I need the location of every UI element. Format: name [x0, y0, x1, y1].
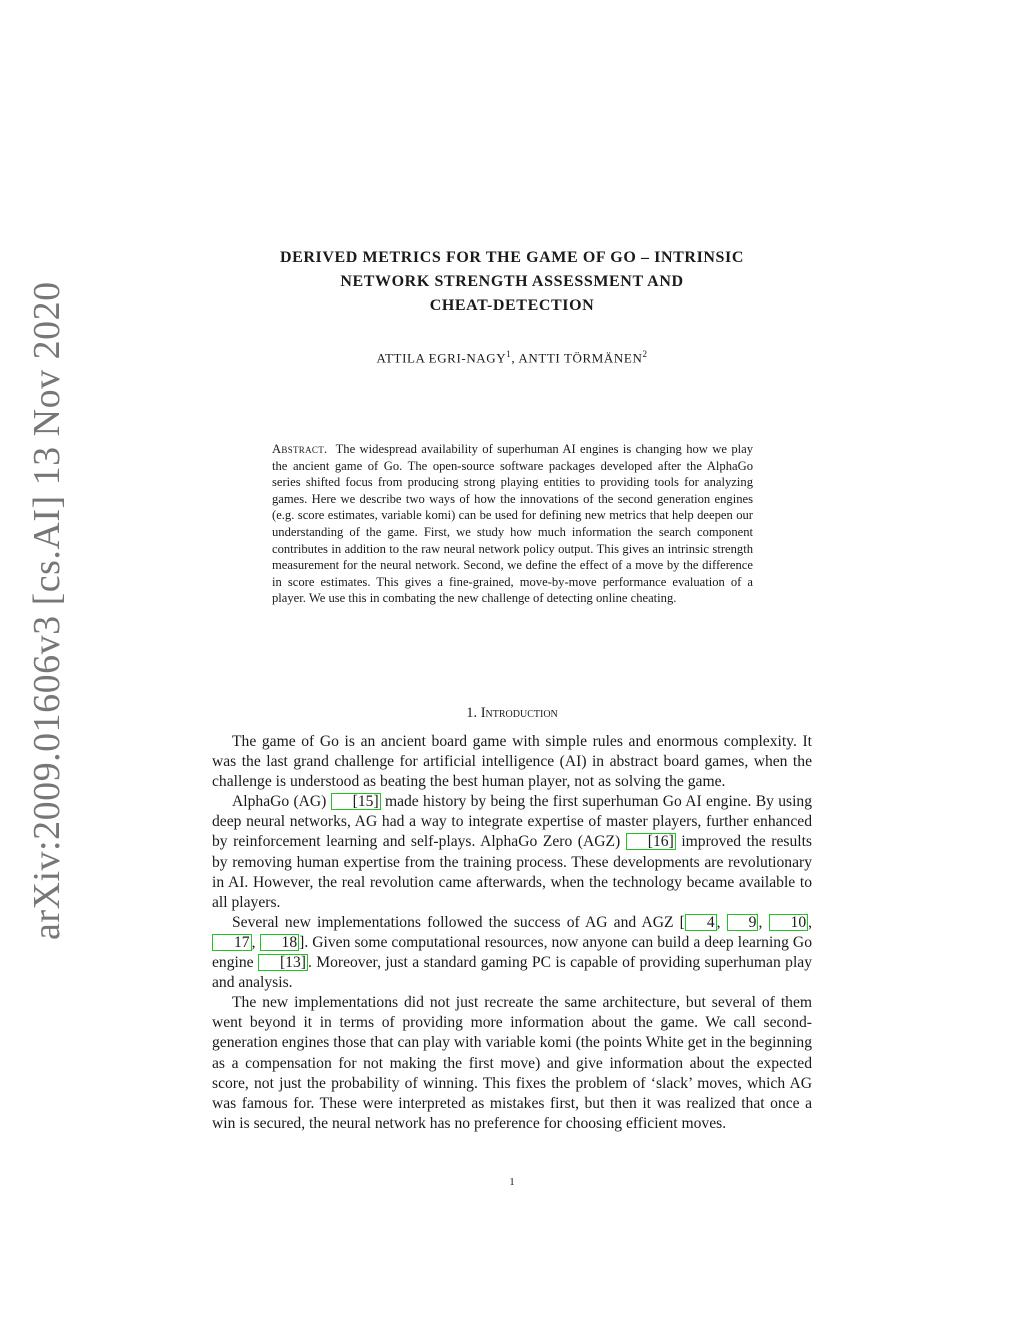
- citation-link-9[interactable]: 9: [727, 914, 759, 931]
- paragraph-3-text-b: ]. Given some computational resources, now anyone can build a deep learning Go engine: [212, 933, 812, 972]
- author-2-affiliation-mark: 2: [642, 349, 648, 359]
- author-1-affiliation-mark: 1: [506, 349, 512, 359]
- title-line-3: CHEAT-DETECTION: [429, 297, 595, 314]
- paragraph-3-text-c: . Moreover, just a standard gaming PC is capable of providing superhuman play and analysis.: [212, 954, 812, 992]
- paper-title: [212, 246, 812, 318]
- title-line-1: DERIVED METRICS FOR THE GAME OF GO – INTRINSIC: [279, 249, 745, 266]
- abstract-text: The widespread availability of superhuman AI engines is changing how we play the ancient game of Go. The open-source software packages developed after the AlphaGo series shifted focus from producing strong playing entities to providing tools for analyzing games. Here we describe two ways of how the innovations of the second generation engines (e.g. score estimates, variable komi) can be used for defining new metrics that help deepen our understanding of the game. First, we study how much information the search component contributes in addition to the raw neural network policy output. This gives an intrinsic strength measurement for the neural network. Second, we define the effect of a move by the difference in score estimates. This gives a fine-grained, move-by-move performance evaluation of a player. We use this in combating the new challenge of detecting online cheating.: [272, 442, 753, 606]
- author-2-name: ANTTI TÖRMÄNEN: [518, 350, 643, 366]
- citation-separator: ,: [808, 913, 813, 931]
- citation-link-4[interactable]: 4: [685, 914, 717, 931]
- paragraph-2: [212, 792, 812, 913]
- section-heading-introduction: [212, 702, 812, 724]
- citation-link-18[interactable]: 18: [260, 934, 300, 951]
- paragraph-4: The new implementations did not just recreate the same architecture, but several of them went beyond it in terms of providing more information about the game. We call second-generation engines those that can play with variable komi (the points White get in the beginning as a compensation for not making the first move) and give information about the expected score, not just the probability of winning. This fixes the problem of ‘slack’ moves, which AG was famous for. These were interpreted as mistakes first, but then it was realized that once a win is secured, the neural network has no preference for choosing efficient moves.: [212, 994, 812, 1132]
- author-list: [212, 344, 812, 368]
- introduction-body: [212, 732, 812, 1134]
- paragraph-2-text-b: made history by being the first superhuman Go AI engine. By using deep neural networks, AG had a way to integrate expertise of master players, further enhanced by reinforcement learning and self-plays. AlphaGo Zero (AGZ): [212, 793, 812, 851]
- paragraph-1: The game of Go is an ancient board game with simple rules and enormous complexity. It was the last grand challenge for artificial intelligence (AI) in abstract board games, when the challenge is understood as beating the best human player, not as solving the game.: [212, 733, 812, 791]
- section-number: 1.: [466, 705, 478, 721]
- citation-link-16[interactable]: [16]: [626, 833, 676, 850]
- author-1-name: ATTILA EGRI-NAGY: [376, 350, 507, 366]
- citation-link-17[interactable]: 17: [212, 934, 252, 951]
- citation-link-13[interactable]: [13]: [258, 954, 308, 971]
- title-line-2: NETWORK STRENGTH ASSESSMENT AND: [340, 273, 684, 290]
- citation-link-15[interactable]: [15]: [331, 793, 381, 810]
- citation-link-10[interactable]: 10: [769, 914, 809, 931]
- abstract-label: Abstract.: [272, 442, 328, 456]
- paragraph-2-text-a: AlphaGo (AG): [232, 793, 331, 811]
- page-number: 1: [509, 1176, 515, 1188]
- section-title: Introduction: [480, 705, 558, 721]
- citation-separator: ,: [716, 913, 727, 931]
- paragraph-3-text-a: Several new implementations followed the success of AG and AGZ [: [232, 913, 685, 931]
- author-separator: ,: [511, 350, 519, 366]
- citation-separator: ,: [251, 933, 260, 951]
- citation-separator: ,: [758, 913, 769, 931]
- paragraph-3: [212, 913, 812, 993]
- arxiv-identifier-stamp: arXiv:2009.01606v3 [cs.AI] 13 Nov 2020: [26, 281, 68, 940]
- paragraph-2-text-c: improved the results by removing human expertise from the training process. These developments are revolutionary in AI. However, the real revolution came afterwards, when the technology became available to all players.: [212, 833, 812, 911]
- abstract: [272, 441, 753, 607]
